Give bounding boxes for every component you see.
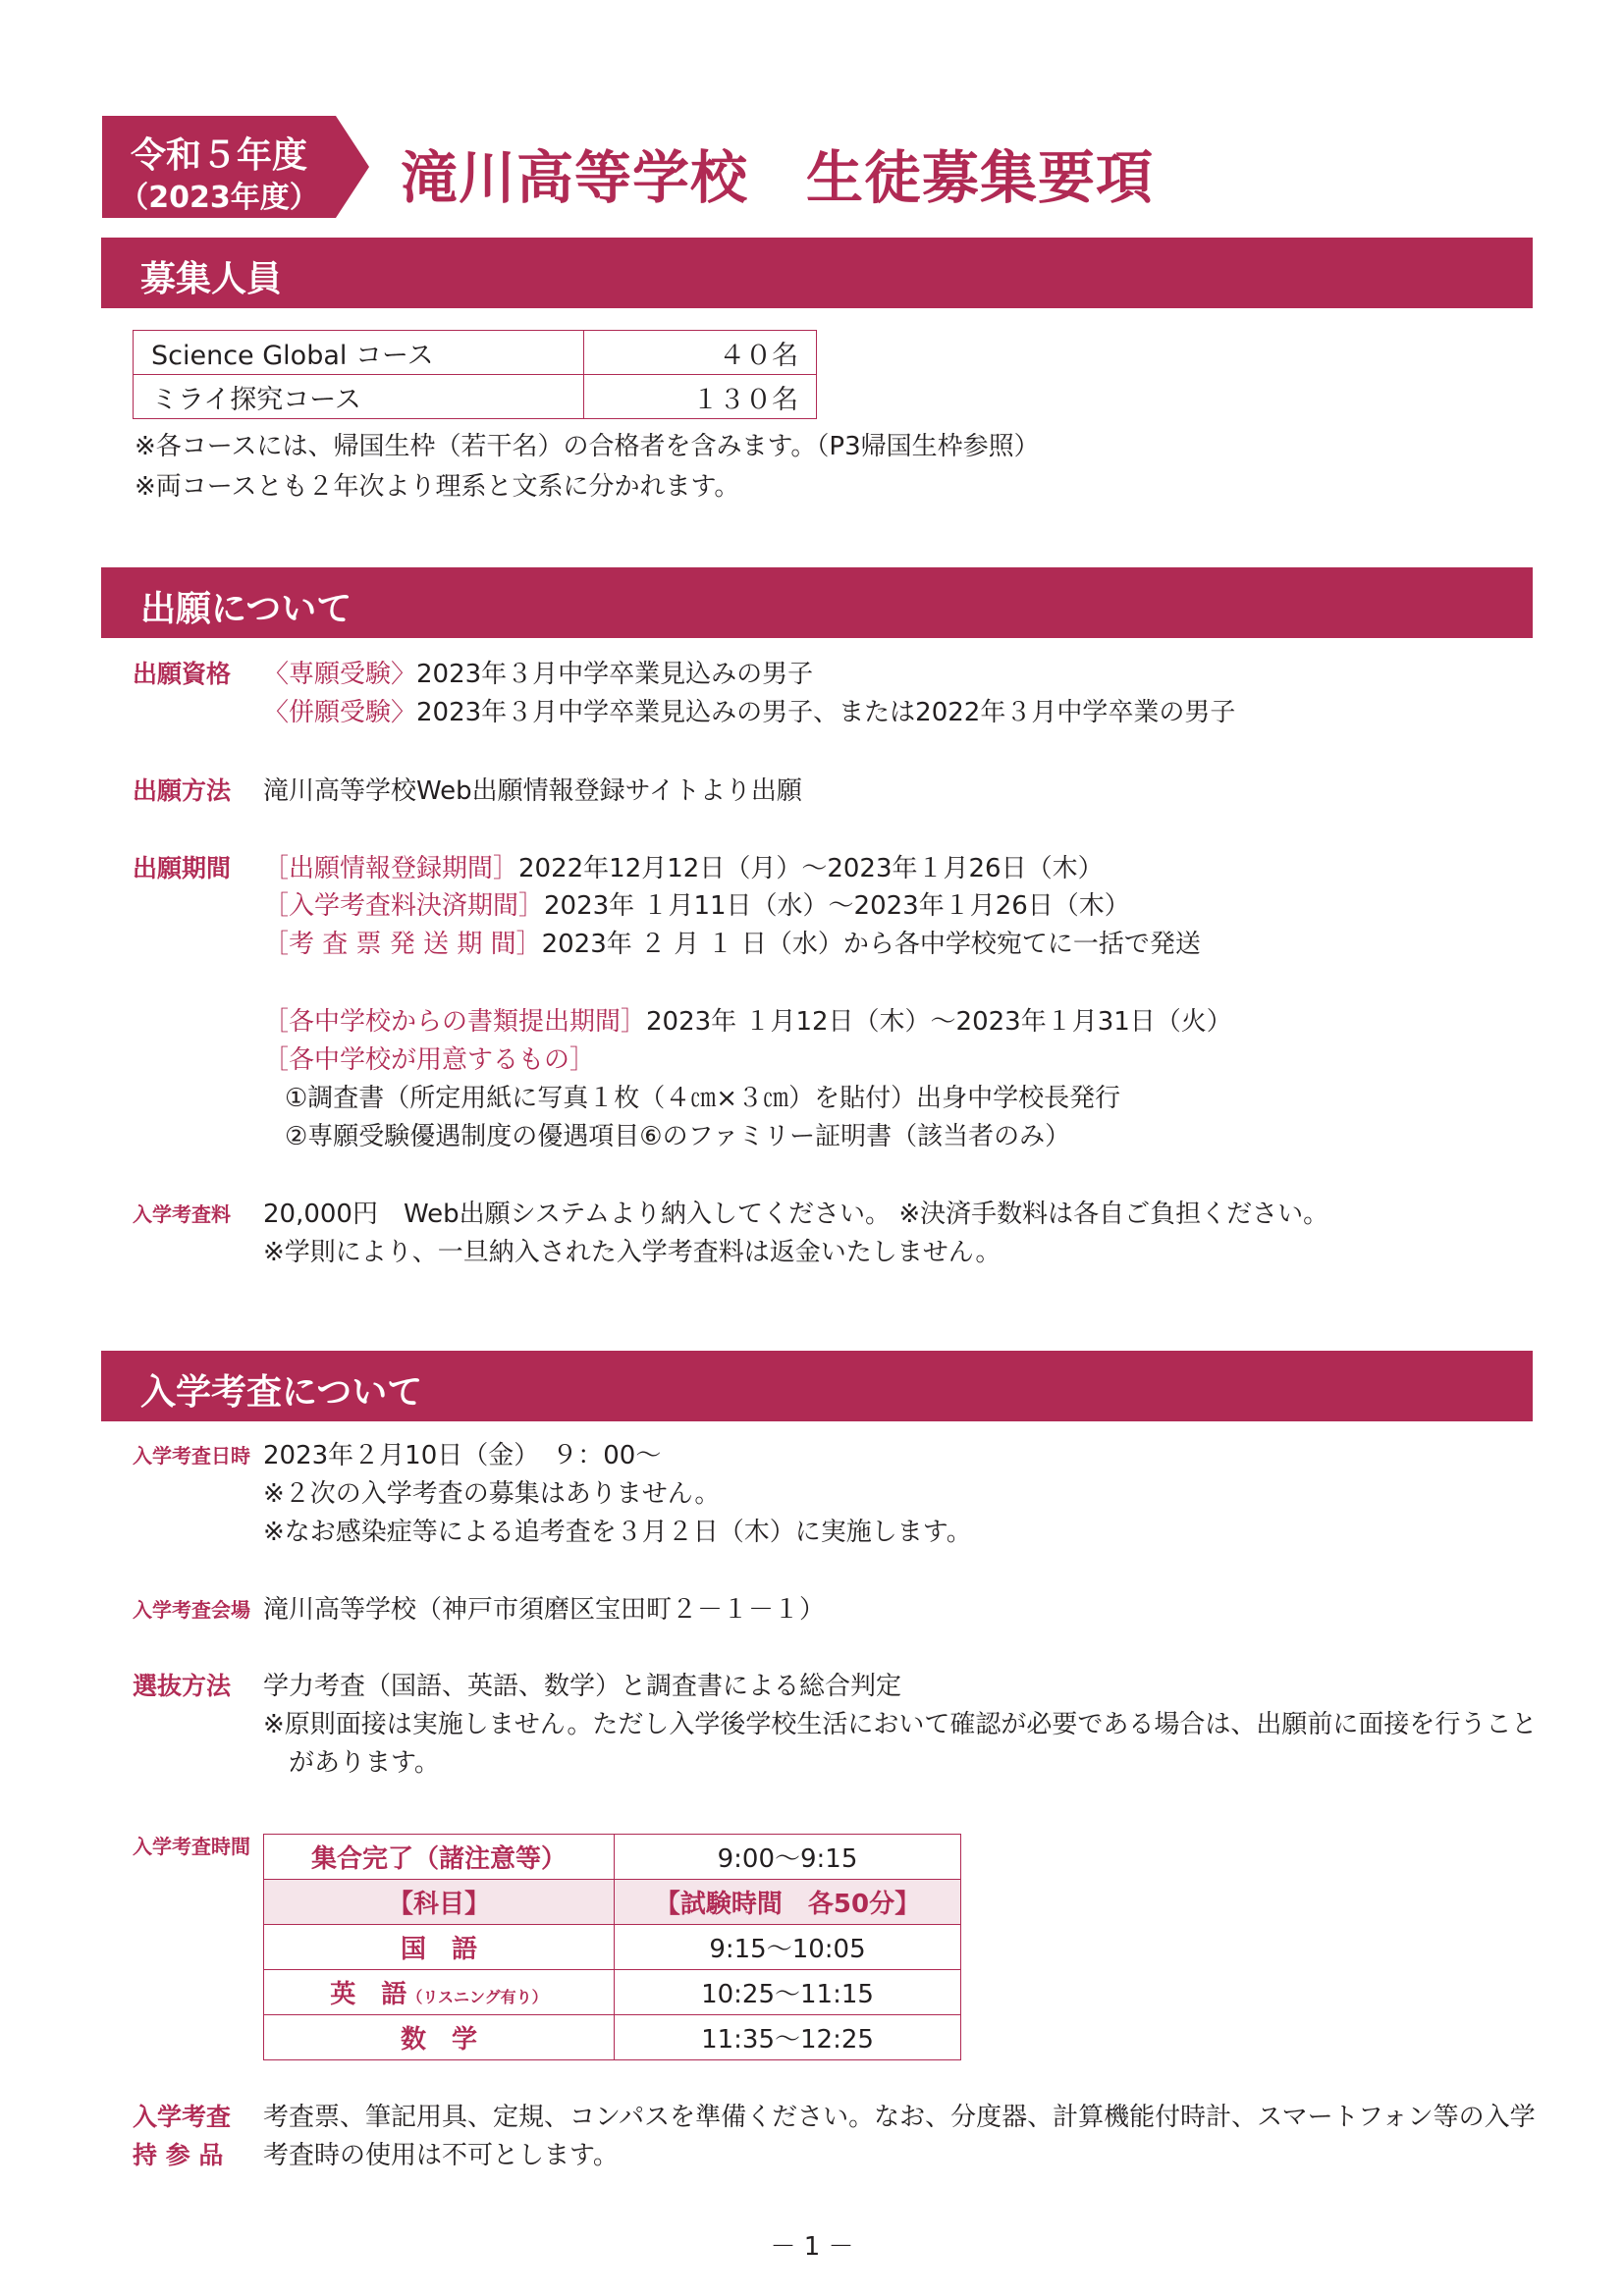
- section-title-exam: 入学考査について: [140, 1372, 423, 1413]
- subject-name: 数 学: [400, 2025, 477, 2055]
- qualification-text: 2023年３月中学卒業見込みの男子、または2022年３月中学卒業の男子: [416, 698, 1236, 727]
- period-line: [263, 887, 1130, 925]
- year-badge: [102, 116, 336, 218]
- qualification-text: 2023年３月中学卒業見込みの男子: [416, 660, 814, 689]
- exam-date-label: 入学考査日時: [133, 1444, 250, 1468]
- section-bar-capacity: [101, 238, 1533, 308]
- subject-name: 国 語: [400, 1935, 477, 1964]
- qualification-tag: 〈併願受験〉: [263, 698, 417, 727]
- period-tag: ［各中学校からの書類提出期間］: [263, 1007, 647, 1037]
- selection-note: ※原則面接は実施しません。ただし入学後学校生活において確認が必要である場合は、出願前に面接を行うこと: [263, 1710, 1538, 1739]
- table-row: [264, 1970, 961, 2015]
- prepare-item: ①調査書（所定用紙に写真１枚（４㎝×３㎝）を貼付）出身中学校長発行: [285, 1084, 1121, 1113]
- subject-cell: [264, 1970, 615, 2015]
- subject-time: 9:15～10:05: [615, 1925, 961, 1970]
- section-title-application: 出願について: [140, 589, 352, 629]
- badge-arrow-shape: [336, 116, 369, 218]
- subject-header: 【科目】: [264, 1880, 615, 1925]
- table-row: [134, 331, 817, 375]
- course-name: ミライ探究コース: [134, 375, 584, 419]
- subject-name: 英 語: [330, 1980, 407, 2009]
- exam-date-note: ※２次の入学考査の募集はありません。: [263, 1479, 721, 1509]
- exam-venue-text: 滝川高等学校（神戸市須磨区宝田町２－１－１）: [263, 1595, 826, 1625]
- period-text: 2023年 １月12日（木）～2023年１月31日（火）: [646, 1007, 1232, 1037]
- selection-label: 選抜方法: [133, 1672, 232, 1700]
- prepare-label: ［各中学校が用意するもの］: [263, 1045, 596, 1075]
- capacity-note: ※両コースとも２年次より理系と文系に分かれます。: [135, 472, 740, 502]
- period-tag: ［入学考査料決済期間］: [263, 891, 545, 921]
- period-tag: ［考 査 票 発 送 期 間］: [263, 930, 542, 959]
- subject-cell: [264, 1925, 615, 1970]
- qualification-line: [263, 656, 813, 693]
- year-line-1: 令和５年度: [130, 135, 307, 176]
- subject-time: 10:25～11:15: [615, 1970, 961, 2015]
- fee-label: 入学考査料: [133, 1202, 231, 1226]
- table-row: [264, 2015, 961, 2060]
- items-text: 考査票、筆記用具、定規、コンパスを準備ください。なお、分度器、計算機能付時計、スマートフォン等の入学: [263, 2103, 1536, 2132]
- method-label: 出願方法: [133, 776, 232, 805]
- table-row: [264, 1835, 961, 1880]
- qualification-label: 出願資格: [133, 660, 232, 688]
- gather-label: 集合完了（諸注意等）: [264, 1835, 615, 1880]
- period-tag: ［出願情報登録期間］: [263, 854, 519, 883]
- period-text: 2023年 １月11日（水）～2023年１月26日（木）: [544, 891, 1130, 921]
- table-row: [134, 375, 817, 419]
- capacity-table: [133, 330, 817, 419]
- items-text: 考査時の使用は不可とします。: [263, 2141, 619, 2170]
- period-line: [263, 926, 1201, 963]
- qualification-tag: 〈専願受験〉: [263, 660, 417, 689]
- exam-venue-label: 入学考査会場: [133, 1598, 250, 1622]
- course-capacity: １３０名: [584, 375, 817, 419]
- exam-date-note: ※なお感染症等による追考査を３月２日（木）に実施します。: [263, 1518, 972, 1547]
- items-label-line1: 入学考査: [133, 2103, 232, 2131]
- course-name: Science Global コース: [134, 331, 584, 375]
- period-text: 2023年 ２ 月 １ 日（水）から各中学校宛てに一括で発送: [541, 930, 1201, 959]
- exam-schedule-table: [263, 1834, 961, 2060]
- method-text: 滝川高等学校Web出願情報登録サイトより出願: [263, 776, 802, 806]
- course-capacity: ４０名: [584, 331, 817, 375]
- page-number: － 1 －: [770, 2232, 854, 2262]
- period-text: 2022年12月12日（月）～2023年１月26日（木）: [518, 854, 1104, 883]
- section-bar-exam: [101, 1351, 1533, 1421]
- table-header-row: [264, 1880, 961, 1925]
- section-bar-application: [101, 567, 1533, 638]
- section-title-capacity: 募集人員: [140, 259, 283, 299]
- time-header: 【試験時間 各50分】: [615, 1880, 961, 1925]
- subject-note: （リスニング有り）: [406, 1988, 548, 2006]
- qualification-line: [263, 694, 1235, 731]
- table-row: [264, 1925, 961, 1970]
- prepare-item: ②専願受験優遇制度の優遇項目⑥のファミリー証明書（該当者のみ）: [285, 1122, 1071, 1151]
- exam-date-text: 2023年２月10日（金） ９：00～: [263, 1441, 662, 1470]
- items-label-line2: 持 参 品: [133, 2141, 224, 2169]
- fee-text: 20,000円 Web出願システムより納入してください。 ※決済手数料は各自ご負担ください。: [263, 1200, 1329, 1229]
- fee-note: ※学則により、一旦納入された入学考査料は返金いたしません。: [263, 1238, 1001, 1267]
- page-title: 滝川高等学校 生徒募集要項: [401, 144, 1155, 211]
- subject-time: 11:35～12:25: [615, 2015, 961, 2060]
- subject-cell: [264, 2015, 615, 2060]
- schedule-label: 入学考査時間: [133, 1835, 250, 1858]
- year-line-2: （2023年度）: [119, 181, 319, 215]
- gather-time: 9:00～9:15: [615, 1835, 961, 1880]
- period-label: 出願期間: [133, 854, 232, 882]
- selection-text: 学力考査（国語、英語、数学）と調査書による総合判定: [263, 1672, 902, 1701]
- capacity-note: ※各コースには、帰国生枠（若干名）の合格者を含みます。（P3帰国生枠参照）: [135, 432, 1040, 461]
- selection-note: があります。: [289, 1748, 440, 1778]
- period-line: [263, 1003, 1232, 1041]
- period-line: [263, 850, 1104, 887]
